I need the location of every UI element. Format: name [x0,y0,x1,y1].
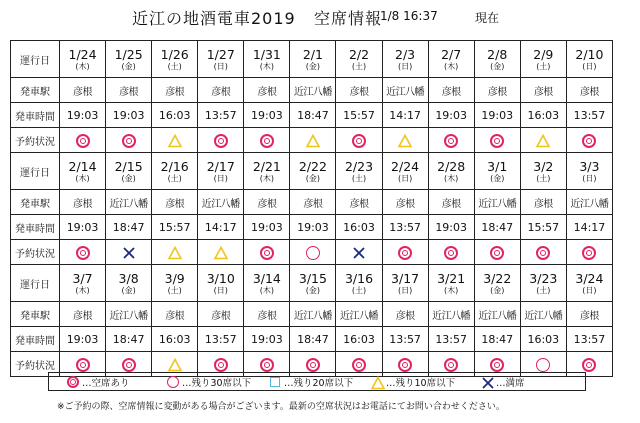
weekday-text: (木) [259,61,274,71]
double-circle-icon [67,376,79,388]
row-label-status: 予約状況 [11,128,60,153]
time-cell: 14:17 [382,103,428,128]
double-circle-icon [260,358,274,372]
row-label-date: 運行日 [11,153,60,190]
weekday-text: (日) [213,285,228,295]
date-cell [60,41,106,78]
status-cell [198,128,244,153]
station-cell: 彦根 [566,78,612,103]
status-cell [566,240,612,265]
weekday-text: (金) [121,285,136,295]
time-row [11,215,613,240]
row-label-status: 予約状況 [11,240,60,265]
legend-text: …空席あり [82,377,130,389]
station-cell: 彦根 [566,302,612,327]
cross-icon [481,376,493,388]
triangle-icon [371,376,383,388]
date-cell [520,153,566,190]
time-cell: 19:03 [244,215,290,240]
date-cell [152,41,198,78]
date-cell [520,41,566,78]
weekday-text: (土) [536,61,551,71]
date-cell [428,153,474,190]
weekday-text: (金) [490,61,505,71]
status-row [11,128,613,153]
weekday-text: (土) [351,61,367,71]
double-circle-icon [490,358,504,372]
time-cell: 19:03 [290,215,336,240]
time-cell: 16:03 [336,327,382,352]
date-text: 2/14 [68,158,97,174]
date-text: 1/26 [160,46,189,62]
station-cell: 彦根 [428,190,474,215]
date-cell [474,265,520,302]
status-cell [474,128,520,153]
weekday-text: (土) [536,173,551,183]
row-label-station: 発車駅 [11,190,60,215]
date-text: 2/9 [533,46,554,62]
station-cell: 近江八幡 [290,302,336,327]
date-row [11,153,613,190]
date-text: 3/15 [298,270,327,286]
time-cell: 13:57 [382,215,428,240]
date-text: 2/23 [344,158,374,174]
time-cell: 18:47 [106,327,152,352]
double-circle-icon [444,358,458,372]
date-text: 3/21 [437,270,466,286]
legend-item [167,373,251,390]
page-title: 近江の地酒電車2019 空席情報 [132,9,383,28]
date-text: 3/14 [252,270,281,286]
page-subtitle: 空席情報 [314,9,383,28]
weekday-text: (金) [305,61,321,71]
row-label-station: 発車駅 [11,78,60,103]
status-cell [244,128,290,153]
legend-item [269,373,353,390]
date-cell [382,265,428,302]
time-cell: 13:57 [566,327,612,352]
date-cell [152,265,198,302]
date-cell [566,41,612,78]
station-cell: 近江八幡 [520,302,566,327]
cross-icon [122,246,136,260]
weekday-text: (土) [167,285,182,295]
weekday-text: (木) [444,285,459,295]
station-cell: 彦根 [244,190,290,215]
double-circle-icon [122,134,136,148]
status-cell [152,128,198,153]
square-icon [269,376,281,388]
time-cell: 13:57 [566,103,612,128]
double-circle-icon [76,134,90,148]
date-cell [474,41,520,78]
time-cell: 16:03 [520,103,566,128]
circle-icon [306,246,320,260]
double-circle-icon [214,134,228,148]
station-row [11,302,613,327]
weekday-text: (日) [582,173,597,183]
weekday-text: (日) [582,61,597,71]
weekday-text: (金) [490,285,505,295]
weekday-text: (日) [213,173,228,183]
date-text: 2/3 [395,46,416,62]
weekday-text: (金) [305,173,321,183]
row-label-time: 発車時間 [11,327,60,352]
station-cell: 近江八幡 [106,302,152,327]
time-cell: 18:47 [106,215,152,240]
date-cell [382,153,428,190]
station-cell: 彦根 [336,190,382,215]
station-cell: 近江八幡 [382,78,428,103]
double-circle-icon [306,358,320,372]
status-cell [152,240,198,265]
triangle-icon [306,134,320,148]
weekday-text: (土) [536,285,551,295]
date-text: 1/24 [68,46,97,62]
status-cell [520,240,566,265]
date-text: 3/1 [487,158,508,174]
status-cell [566,128,612,153]
status-cell [290,128,336,153]
double-circle-icon [444,134,458,148]
triangle-icon [168,134,182,148]
double-circle-icon [582,246,596,260]
status-cell [244,240,290,265]
station-cell: 彦根 [60,302,106,327]
double-circle-icon [582,358,596,372]
station-cell: 彦根 [198,302,244,327]
time-cell: 19:03 [106,103,152,128]
weekday-text: (木) [444,61,459,71]
time-cell: 19:03 [60,327,106,352]
weekday-text: (日) [397,61,413,71]
station-cell: 近江八幡 [290,78,336,103]
triangle-icon [168,246,182,260]
date-cell [106,41,152,78]
status-cell [428,240,474,265]
station-cell: 彦根 [382,302,428,327]
weekday-text: (木) [75,173,90,183]
date-cell [198,41,244,78]
status-cell [336,128,382,153]
time-cell: 16:03 [152,103,198,128]
status-cell [106,128,152,153]
legend [48,372,586,391]
station-cell: 近江八幡 [474,190,520,215]
date-cell [566,265,612,302]
time-cell: 13:57 [198,103,244,128]
station-cell: 彦根 [474,78,520,103]
row-label-date: 運行日 [11,265,60,302]
row-label-status: 予約状況 [11,352,60,377]
date-cell [566,153,612,190]
circle-icon [167,376,179,388]
date-text: 2/2 [348,46,370,62]
date-cell [244,153,290,190]
date-cell [60,153,106,190]
time-cell: 14:17 [198,215,244,240]
time-cell: 18:47 [474,327,520,352]
time-cell: 15:57 [152,215,198,240]
double-circle-icon [398,358,412,372]
time-cell: 19:03 [60,215,106,240]
station-cell: 近江八幡 [336,302,382,327]
date-cell [244,41,290,78]
double-circle-icon [260,246,274,260]
time-cell: 16:03 [336,215,382,240]
time-cell: 16:03 [520,327,566,352]
date-text: 2/22 [298,158,327,174]
double-circle-icon [352,134,366,148]
cross-icon [352,246,366,260]
legend-item [67,373,130,390]
date-text: 3/10 [206,270,235,286]
date-text: 3/16 [344,270,374,286]
double-circle-icon [582,134,596,148]
station-cell: 彦根 [520,78,566,103]
date-cell [290,265,336,302]
legend-text: …残り10席以下 [386,377,456,389]
date-cell [336,265,382,302]
legend-text: …満席 [496,377,525,389]
weekday-text: (木) [259,285,274,295]
date-text: 2/16 [160,158,189,174]
station-cell: 彦根 [520,190,566,215]
date-text: 2/17 [206,158,235,174]
date-text: 3/23 [529,270,558,286]
date-cell [290,153,336,190]
date-row [11,265,613,302]
station-cell: 彦根 [244,302,290,327]
weekday-text: (金) [121,61,136,71]
row-label-date: 運行日 [11,41,60,78]
station-cell: 彦根 [198,78,244,103]
date-text: 1/31 [252,46,281,62]
circle-icon [536,358,550,372]
footnote: ※ご予約の際、空席情報に変動がある場合がございます。最新の空席状況はお電話にてお問い合わせください。 [57,402,505,412]
station-cell: 彦根 [152,78,198,103]
station-cell: 彦根 [244,78,290,103]
time-cell: 19:03 [428,103,474,128]
double-circle-icon [260,134,274,148]
time-cell: 19:03 [428,215,474,240]
date-text: 3/22 [483,270,512,286]
status-cell [290,240,336,265]
date-cell [336,41,382,78]
date-text: 2/8 [487,46,508,62]
weekday-text: (金) [305,285,321,295]
time-cell: 19:03 [474,103,520,128]
station-cell: 近江八幡 [566,190,612,215]
station-cell: 近江八幡 [198,190,244,215]
date-cell [428,41,474,78]
station-cell: 彦根 [152,302,198,327]
time-cell: 19:03 [244,327,290,352]
date-text: 3/2 [533,158,554,174]
weekday-text: (木) [444,173,459,183]
time-cell: 19:03 [244,103,290,128]
time-cell: 13:57 [198,327,244,352]
page-header [0,6,640,32]
station-cell: 彦根 [382,190,428,215]
status-cell [428,128,474,153]
status-cell [60,128,106,153]
weekday-text: (日) [397,285,413,295]
date-text: 2/28 [437,158,466,174]
station-cell: 彦根 [290,190,336,215]
date-text: 1/25 [114,46,143,62]
status-cell [382,128,428,153]
date-text: 2/1 [302,46,323,62]
date-text: 2/15 [114,158,143,174]
date-cell [106,153,152,190]
time-cell: 19:03 [60,103,106,128]
double-circle-icon [398,246,412,260]
date-text: 1/27 [206,46,235,62]
weekday-text: (金) [490,173,505,183]
status-cell [198,240,244,265]
station-cell: 彦根 [106,78,152,103]
double-circle-icon [122,358,136,372]
station-cell: 彦根 [60,78,106,103]
double-circle-icon [444,246,458,260]
station-cell: 近江八幡 [474,302,520,327]
status-cell [106,240,152,265]
triangle-icon [168,358,182,372]
triangle-icon [398,134,412,148]
station-row [11,78,613,103]
weekday-text: (土) [167,61,182,71]
double-circle-icon [76,246,90,260]
date-text: 2/7 [441,46,462,62]
row-label-time: 発車時間 [11,215,60,240]
status-row [11,240,613,265]
time-row [11,327,613,352]
legend-item [481,373,525,390]
station-cell: 彦根 [152,190,198,215]
station-cell: 近江八幡 [428,302,474,327]
date-cell [60,265,106,302]
time-cell: 15:57 [336,103,382,128]
status-cell [336,240,382,265]
time-cell: 13:57 [382,327,428,352]
time-cell: 18:47 [474,215,520,240]
date-cell [474,153,520,190]
weekday-text: (土) [351,173,367,183]
weekday-text: (土) [351,285,367,295]
triangle-icon [214,246,228,260]
time-cell: 14:17 [566,215,612,240]
weekday-text: (金) [121,173,136,183]
row-label-station: 発車駅 [11,302,60,327]
weekday-text: (木) [75,285,90,295]
date-cell [198,153,244,190]
status-cell [60,240,106,265]
status-cell [382,240,428,265]
date-cell [152,153,198,190]
date-text: 2/10 [575,46,604,62]
time-row [11,103,613,128]
date-text: 3/24 [575,270,604,286]
date-cell [520,265,566,302]
double-circle-icon [76,358,90,372]
time-cell: 18:47 [290,103,336,128]
weekday-text: (土) [167,173,182,183]
legend-text: …残り30席以下 [182,377,252,389]
now-label: 現在 [475,11,500,25]
date-text: 3/9 [164,270,185,286]
availability-table [10,40,613,377]
row-label-time: 発車時間 [11,103,60,128]
status-cell [520,128,566,153]
date-cell [290,41,336,78]
date-text: 3/8 [118,270,139,286]
date-cell [382,41,428,78]
double-circle-icon [490,246,504,260]
station-cell: 近江八幡 [106,190,152,215]
weekday-text: (木) [75,61,90,71]
time-cell: 16:03 [152,327,198,352]
date-text: 3/17 [391,270,420,286]
date-text: 3/3 [579,158,600,174]
double-circle-icon [214,358,228,372]
weekday-text: (木) [259,173,274,183]
date-cell [198,265,244,302]
time-cell: 13:57 [428,327,474,352]
station-cell: 彦根 [336,78,382,103]
date-row [11,41,613,78]
double-circle-icon [352,358,366,372]
station-row [11,190,613,215]
time-cell: 15:57 [520,215,566,240]
date-cell [106,265,152,302]
date-text: 2/24 [391,158,420,174]
legend-text: …残り20席以下 [284,377,354,389]
date-cell [244,265,290,302]
weekday-text: (日) [582,285,597,295]
double-circle-icon [536,246,550,260]
date-text: 2/21 [252,158,281,174]
weekday-text: (日) [397,173,413,183]
double-circle-icon [490,134,504,148]
weekday-text: (日) [213,61,228,71]
time-cell: 18:47 [290,327,336,352]
status-cell [474,240,520,265]
legend-item [371,373,455,390]
date-text: 3/7 [72,270,93,286]
date-cell [428,265,474,302]
station-cell: 彦根 [60,190,106,215]
update-timestamp: 1/8 16:37 [380,9,438,23]
station-cell: 彦根 [428,78,474,103]
date-cell [336,153,382,190]
triangle-icon [536,134,550,148]
